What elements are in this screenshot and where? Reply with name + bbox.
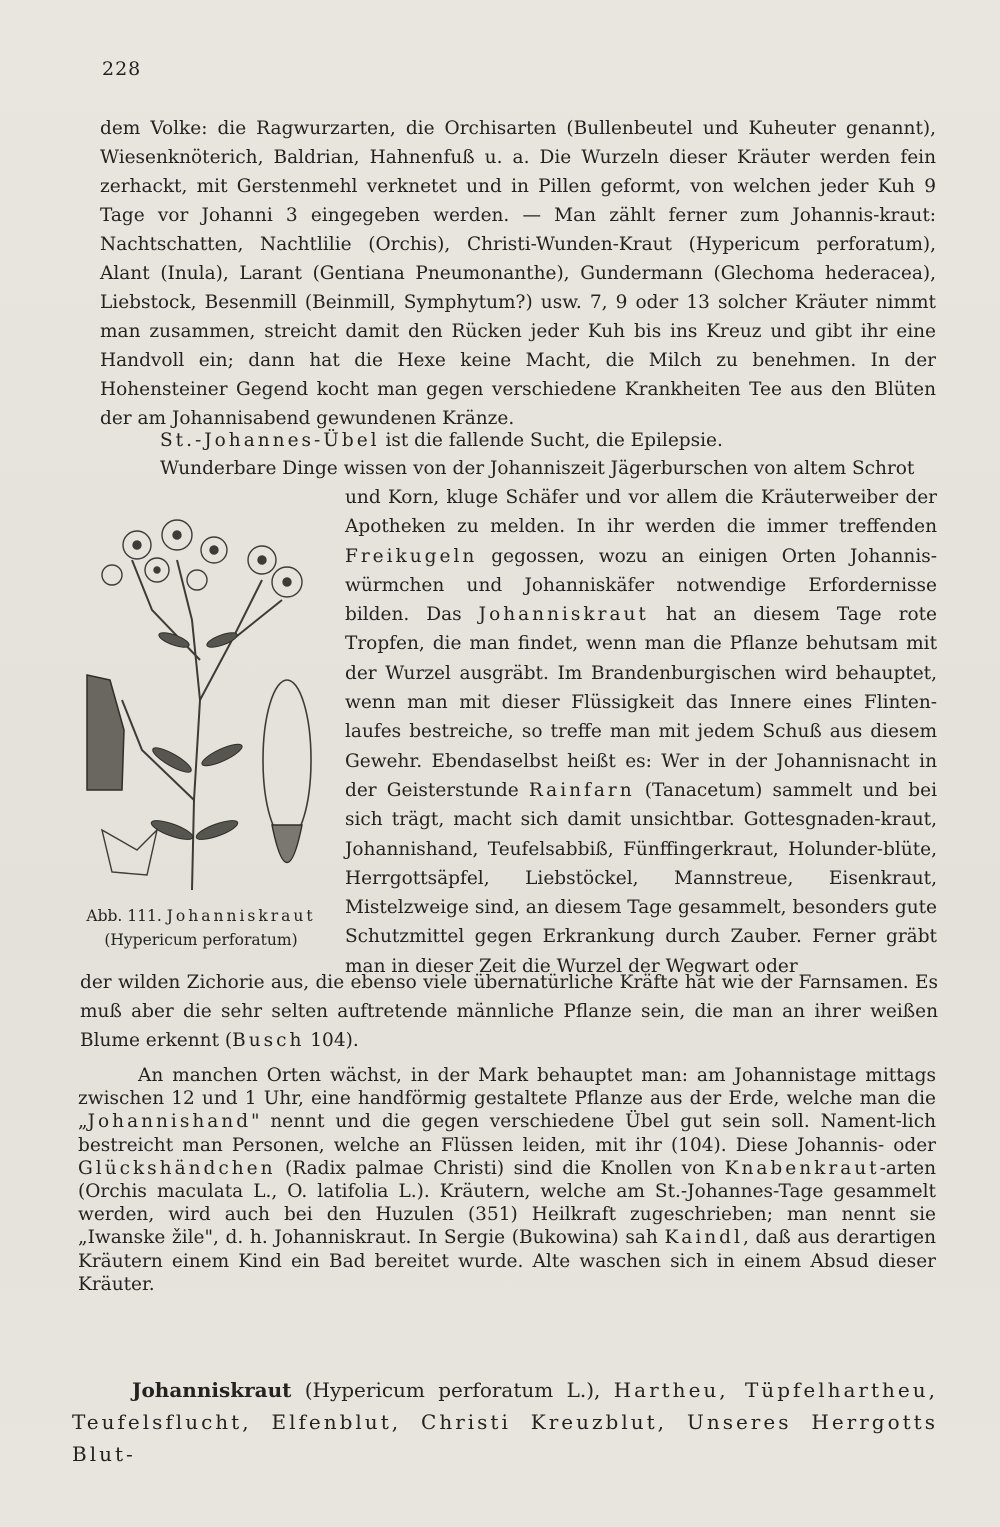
term-rainfarn: Rainfarn — [528, 779, 635, 801]
leaf-section-icon — [87, 675, 124, 790]
paragraph-2-text: ist die fallende Sucht, die Epilepsie. — [379, 430, 723, 451]
term-st-johannes-uebel: St.-Johannes-Übel — [160, 430, 380, 451]
term-johannishand: Johannishand — [87, 1111, 252, 1133]
paragraph-3-line-1: Wunderbare Dinge wissen von der Johanniszeit Jägerburschen von altem Schrot — [160, 458, 915, 479]
term-folk-names: Hartheu, Tüpfelhartheu, Teufelsflucht, Elfenblut, Christi Kreuzblut, Unseres Herrgotts Blut- — [72, 1378, 938, 1466]
paragraph-3-segment-4: (Tanacetum) sammelt und bei sich trägt, macht sich damit unsichtbar. Gottesgnaden-kraut, Johannishand, Teufelsabbiß, Fünffingerkraut, Holunder-blüte, Herrgottsäpfel, Liebstöckel, Mannstreue, Eisenkraut, Mistelzweige sind, an diesem Tage gesammelt, besonders gute Schutzmittel gegen Erkrankung durch Zauber. Ferner gräbt man in dieser Zeit die Wurzel der Wegwart oder — [345, 779, 937, 977]
paragraph-5 — [72, 1374, 938, 1470]
paragraph-4-segment-4: -arten (Orchis maculata L., O. latifolia L.). Kräutern, welche am St.-Johannes-Tage gesammelt werden, wird auch bei den Huzulen (351) Heilkraft zugeschrieben; man nennt sie „Iwanske žile", d. h. Johanniskraut. In Sergie (Bukowina) sah — [78, 1157, 936, 1249]
paragraph-2 — [100, 426, 936, 455]
caption-figure-number: Abb. 111. — [86, 907, 162, 925]
figure-caption — [70, 904, 332, 952]
paragraph-3-segment-3: hat an diesem Tage rote Tropfen, die man findet, wenn man die Pflanze behutsam mit der Wurzel ausgräbt. Im Brandenburgischen wird behauptet, wenn man mit dieser Flüssigkeit das Innere eines Flinten-laufes bestreiche, so treffe man mit jedem Schuß aus diesem Gewehr. Ebendaselbst heißt es: Wer in der Johannisnacht in der Geisterstunde — [345, 604, 937, 801]
term-kaindl: Kaindl — [664, 1227, 743, 1249]
term-knabenkraut: Knabenkraut — [724, 1157, 880, 1179]
paragraph-3-segment-1: und Korn, kluge Schäfer und vor allem die Kräuterweiber der Apotheken zu melden. In ihr werden die immer treffenden — [345, 487, 937, 538]
flower-cluster-icon — [102, 520, 302, 597]
figure-hypericum — [82, 500, 332, 900]
term-glueckshaendchen: Glückshändchen — [78, 1157, 276, 1179]
flower-bud-icon — [102, 830, 157, 875]
paragraph-3-segment-5: der wilden Zichorie aus, die ebenso viele übernatürliche Kräfte hat wie der Farnsamen. Es muß aber die sehr selten auftretende männliche Pflanze sein, die man an ihrer weißen Blume erkennt ( — [80, 972, 938, 1051]
paragraph-4-segment-2: " nennt und die gegen verschiedene Übel gut sein soll. Nament-lich bestreicht man Personen, welche an Flüssen leiden, mit ihr (104). Diese Johannis- oder — [78, 1111, 936, 1156]
paragraph-4 — [78, 1064, 936, 1296]
petal-detail-icon — [263, 680, 311, 840]
paragraph-4-segment-3: (Radix palmae Christi) sind die Knollen von — [275, 1157, 725, 1179]
plant-illustration-icon — [82, 500, 332, 900]
paragraph-3-column — [345, 483, 937, 981]
paragraph-3-first-line — [100, 454, 936, 483]
page-number: 228 — [102, 58, 142, 80]
paragraph-3-segment-6: 104). — [304, 1030, 359, 1051]
paragraph-1-text: dem Volke: die Ragwurzarten, die Orchisarten (Bullenbeutel und Kuheuter genannt), Wiesenknöterich, Baldrian, Hahnenfuß u. a. Die Wurzeln dieser Kräuter werden fein zerhackt, mit Gerstenmehl verknetet und in Pillen geformt, von welchen jeder Kuh 9 Tage vor Johanni 3 eingegeben werden. — Man zählt ferner zum Johannis-kraut: Nachtschatten, Nachtlilie (Orchis), Christi-Wunden-Kraut (Hypericum perforatum), Alant (Inula), Larant (Gentiana Pneumonanthe), Gundermann (Glechoma hederacea), Liebstock, Besenmill (Beinmill, Symphytum?) usw. 7, 9 oder 13 solcher Kräuter nimmt man zusammen, streicht damit den Rücken jeder Kuh bis ins Kreuz und gibt ihr eine Handvoll ein; dann hat die Hexe keine Macht, die Milch zu benehmen. In der Hohensteiner Gegend kocht man gegen verschiedene Krankheiten Tee aus den Blüten der am Johannisabend gewundenen Kränze. — [100, 118, 936, 429]
paragraph-3-continuation — [80, 968, 938, 1055]
term-busch: Busch — [232, 1030, 305, 1051]
caption-line-1 — [70, 904, 332, 928]
entry-heading-johanniskraut: Johanniskraut — [132, 1378, 292, 1402]
caption-latin-name: (Hypericum perforatum) — [104, 931, 298, 949]
term-johanniskraut: Johanniskraut — [478, 604, 649, 626]
paragraph-4-segment-1: An manchen Orten wächst, in der Mark behauptet man: am Johannistage mittags zwischen 12 und 1 Uhr, eine handförmig gestaltete Pflanze aus der Erde, welche man die „ — [78, 1065, 936, 1133]
capsule-icon — [272, 825, 302, 863]
paragraph-5-segment-1: (Hypericum perforatum L.), — [291, 1378, 614, 1402]
caption-plant-name: Johanniskraut — [166, 907, 316, 925]
paragraph-4-segment-5: , daß aus derartigen Kräutern einem Kind ein Bad bereitet wurde. Alte waschen sich in einem Absud dieser Kräuter. — [78, 1227, 936, 1295]
paragraph-3-segment-2: gegossen, wozu an einigen Orten Johannis-würmchen und Johanniskäfer notwendige Erfordernisse bilden. Das — [345, 545, 937, 626]
paragraph-1 — [100, 114, 936, 433]
term-freikugeln: Freikugeln — [345, 545, 478, 567]
